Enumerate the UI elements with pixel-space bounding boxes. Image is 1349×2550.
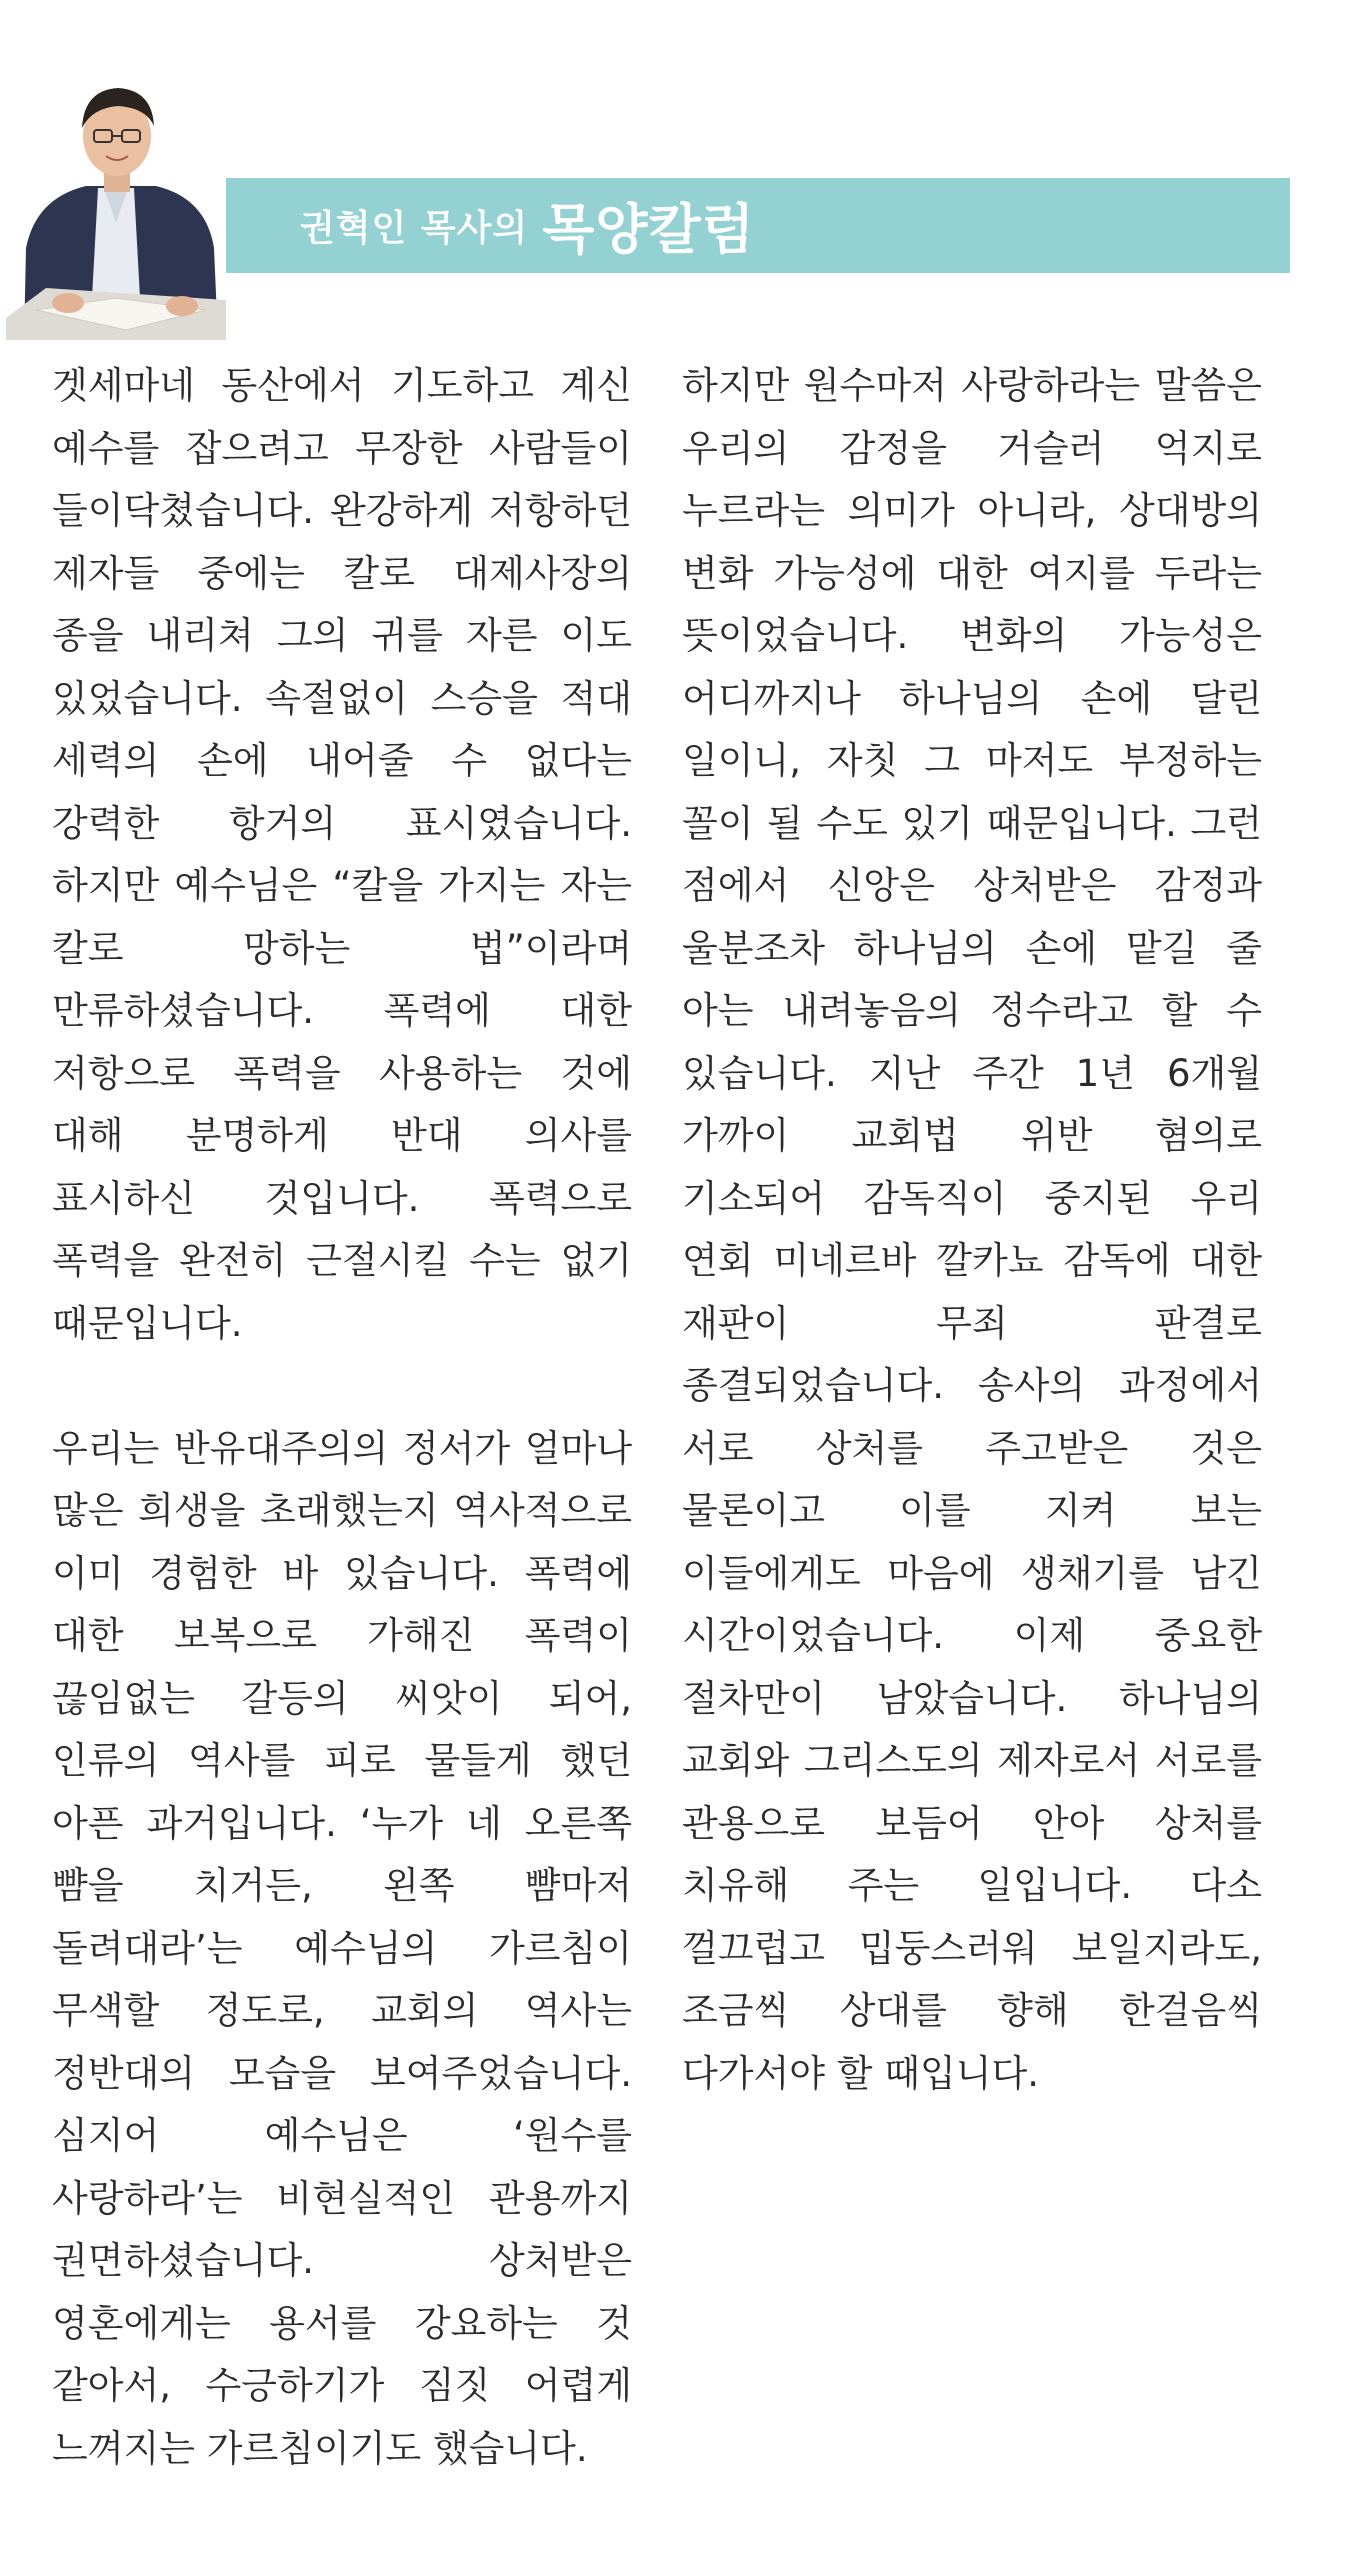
title-prefix: 권혁인 목사의: [300, 208, 529, 249]
left-column: [52, 355, 632, 2480]
author-portrait: [6, 48, 226, 340]
paragraph: 하지만 원수마저 사랑하라는 말씀은 우리의 감정을 거슬러 억지로 누르라는 의미가 아니라, 상대방의 변화 가능성에 대한 여지를 두라는 뜻이었습니다. 변화의 가능성은 어디까지나 하나님의 손에 달린 일이니, 자칫 그 마저도 부정하는 꼴이 될 수도 있기 때문입니다. 그런 점에서 신앙은 상처받은 감정과 울분조차 하나님의 손에 맡길 줄 아는 내려놓음의 정수라고 할 수 있습니다. 지난 주간 1년 6개월 가까이 교회법 위반 혐의로 기소되어 감독직이 중지된 우리 연회 미네르바 깔카뇨 감독에 대한 재판이 무죄 판결로 종결되었습니다. 송사의 과정에서 서로 상처를 주고받은 것은 물론이고 이를 지켜 보는 이들에게도 마음에 생채기를 남긴 시간이었습니다. 이제 중요한 절차만이 남았습니다. 하나님의 교회와 그리스도의 제자로서 서로를 관용으로 보듬어 안아 상처를 치유해 주는 일입니다. 다소 껄끄럽고 밉둥스러워 보일지라도, 조금씩 상대를 향해 한걸음씩 다가서야 할 때입니다.: [682, 364, 1262, 2095]
right-column: [682, 355, 1262, 2105]
paragraph: 겟세마네 동산에서 기도하고 계신 예수를 잡으려고 무장한 사람들이 들이닥쳤습니다. 완강하게 저항하던 제자들 중에는 칼로 대제사장의 종을 내리쳐 그의 귀를 자른 이도 있었습니다. 속절없이 스승을 적대 세력의 손에 내어줄 수 없다는 강력한 항거의 표시였습니다. 하지만 예수님은 “칼을 가지는 자는 칼로 망하는 법”이라며 만류하셨습니다. 폭력에 대한 저항으로 폭력을 사용하는 것에 대해 분명하게 반대 의사를 표시하신 것입니다. 폭력으로 폭력을 완전히 근절시킬 수는 없기 때문입니다.: [52, 364, 632, 1345]
paragraph: 우리는 반유대주의의 정서가 얼마나 많은 희생을 초래했는지 역사적으로 이미 경험한 바 있습니다. 폭력에 대한 보복으로 가해진 폭력이 끊임없는 갈등의 씨앗이 되어, 인류의 역사를 피로 물들게 했던 아픈 과거입니다. ‘누가 네 오른쪽 뺨을 치거든, 왼쪽 뺨마저 돌려대라’는 예수님의 가르침이 무색할 정도로, 교회의 역사는 정반대의 모습을 보여주었습니다. 심지어 예수님은 ‘원수를 사랑하라’는 비현실적인 관용까지 권면하셨습니다. 상처받은 영혼에게는 용서를 강요하는 것 같아서, 수긍하기가 짐짓 어렵게 느껴지는 가르침이기도 했습니다.: [52, 1426, 632, 2470]
title-main: 목양칼럼: [542, 198, 755, 261]
column-title: [300, 178, 755, 273]
